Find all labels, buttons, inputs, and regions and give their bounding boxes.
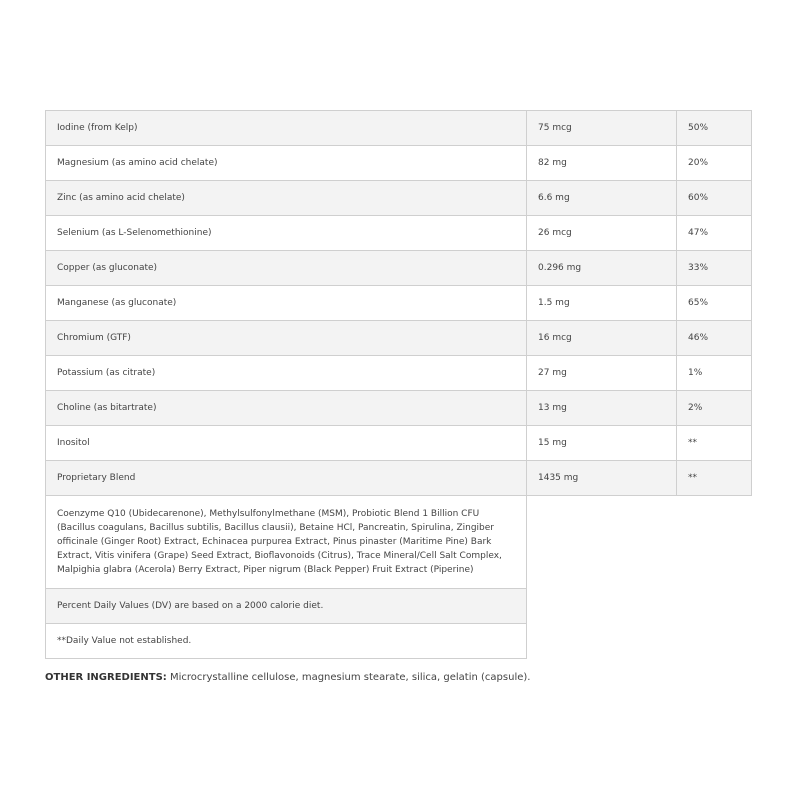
- table-row: [46, 216, 752, 251]
- table-row: [46, 286, 752, 321]
- ingredient-amount: 1435 mg: [527, 461, 677, 496]
- supplement-facts: [45, 110, 751, 685]
- other-ingredients-text: Microcrystalline cellulose, magnesium stearate, silica, gelatin (capsule).: [169, 672, 531, 683]
- ingredient-daily-value: 50%: [677, 111, 752, 146]
- other-ingredients-label: OTHER INGREDIENTS:: [45, 672, 167, 683]
- ingredient-amount: 13 mg: [527, 391, 677, 426]
- table-row: [46, 624, 527, 659]
- ingredient-name: Zinc (as amino acid chelate): [46, 181, 527, 216]
- ingredient-name: Choline (as bitartrate): [46, 391, 527, 426]
- ingredient-amount: 26 mcg: [527, 216, 677, 251]
- proprietary-blend-contents: Coenzyme Q10 (Ubidecarenone), Methylsulfonylmethane (MSM), Probiotic Blend 1 Billion CFU (Bacillus coagulans, Bacillus subtilis, Bacillus clausii), Betaine HCl, Pancreatin, Spirulina, Zingiber officinale (Ginger Root) Extract, Echinacea purpurea Extract, Pinus pinaster (Maritime Pine) Bark Extract, Vitis vinifera (Grape) Seed Extract, Bioflavonoids (Citrus), Trace Mineral/Cell Salt Complex, Malpighia glabra (Acerola) Berry Extract, Piper nigrum (Black Pepper) Fruit Extract (Piperine): [46, 496, 527, 589]
- ingredient-amount: 16 mcg: [527, 321, 677, 356]
- ingredient-daily-value: 60%: [677, 181, 752, 216]
- ingredient-daily-value: **: [677, 426, 752, 461]
- ingredient-amount: 75 mcg: [527, 111, 677, 146]
- not-established-footnote: **Daily Value not established.: [46, 624, 527, 659]
- supplement-notes-table: [45, 495, 527, 659]
- ingredient-amount: 82 mg: [527, 146, 677, 181]
- table-row: [46, 426, 752, 461]
- table-row: [46, 111, 752, 146]
- table-row: [46, 146, 752, 181]
- ingredient-daily-value: 20%: [677, 146, 752, 181]
- table-row: [46, 356, 752, 391]
- supplement-facts-table: [45, 110, 752, 496]
- ingredient-daily-value: **: [677, 461, 752, 496]
- ingredient-name: Copper (as gluconate): [46, 251, 527, 286]
- ingredient-name: Proprietary Blend: [46, 461, 527, 496]
- ingredient-daily-value: 46%: [677, 321, 752, 356]
- ingredient-daily-value: 2%: [677, 391, 752, 426]
- ingredient-amount: 0.296 mg: [527, 251, 677, 286]
- ingredient-daily-value: 1%: [677, 356, 752, 391]
- ingredient-daily-value: 33%: [677, 251, 752, 286]
- other-ingredients: [45, 671, 751, 685]
- ingredient-amount: 6.6 mg: [527, 181, 677, 216]
- ingredient-name: Inositol: [46, 426, 527, 461]
- ingredient-name: Iodine (from Kelp): [46, 111, 527, 146]
- ingredient-name: Chromium (GTF): [46, 321, 527, 356]
- ingredient-amount: 15 mg: [527, 426, 677, 461]
- table-row: [46, 181, 752, 216]
- ingredient-name: Selenium (as L-Selenomethionine): [46, 216, 527, 251]
- daily-value-footnote: Percent Daily Values (DV) are based on a 2000 calorie diet.: [46, 589, 527, 624]
- table-row: [46, 461, 752, 496]
- ingredient-amount: 27 mg: [527, 356, 677, 391]
- ingredient-daily-value: 47%: [677, 216, 752, 251]
- ingredient-name: Manganese (as gluconate): [46, 286, 527, 321]
- table-row: [46, 496, 527, 589]
- table-row: [46, 251, 752, 286]
- table-row: [46, 321, 752, 356]
- ingredient-amount: 1.5 mg: [527, 286, 677, 321]
- ingredient-daily-value: 65%: [677, 286, 752, 321]
- table-row: [46, 391, 752, 426]
- table-row: [46, 589, 527, 624]
- ingredient-name: Potassium (as citrate): [46, 356, 527, 391]
- ingredient-name: Magnesium (as amino acid chelate): [46, 146, 527, 181]
